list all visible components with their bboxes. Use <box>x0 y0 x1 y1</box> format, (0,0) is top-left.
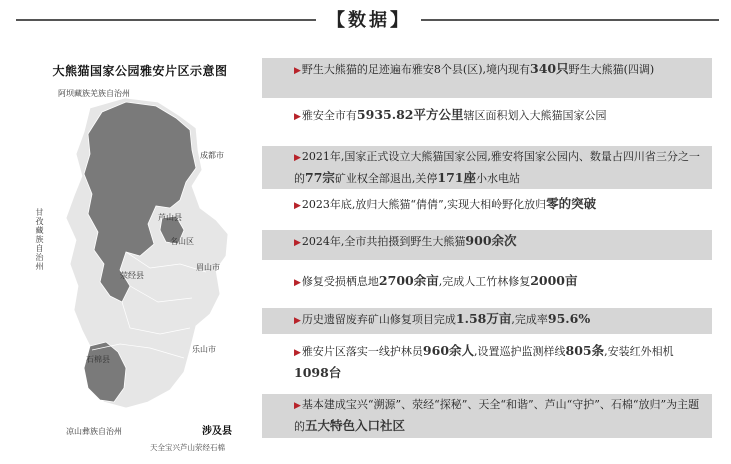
bullet-triangle-icon: ▶ <box>294 66 301 76</box>
label-east-city: 成都市 <box>200 151 224 160</box>
fact-text: 2023年底,放归大熊猫“倩倩”,实现大相岭野化放归 <box>301 198 547 211</box>
fact-text: 小水电站 <box>476 172 520 185</box>
label-south: 凉山彝族自治州 <box>66 427 122 436</box>
fact-text: 雅安片区落实一线护林员 <box>301 345 423 358</box>
bullet-triangle-icon: ▶ <box>294 238 301 248</box>
fact-text: 野生大熊猫(四调) <box>568 63 655 76</box>
fact-highlight: 2700余亩 <box>378 273 439 288</box>
fact-highlight: 五大特色入口社区 <box>305 418 406 433</box>
label-west: 甘孜藏族自治州 <box>35 208 44 271</box>
fact-highlight: 340只 <box>530 61 569 76</box>
header-rule-right <box>421 19 719 21</box>
fact-item <box>262 340 712 384</box>
fact-text: 2024年,全市共拍摄到野生大熊猫 <box>301 235 466 248</box>
fact-highlight: 零的突破 <box>546 196 597 211</box>
label-mingshan: 名山区 <box>170 237 194 246</box>
fact-text: 雅安全市有 <box>301 109 357 122</box>
map-title: 大熊猫国家公园雅安片区示意图 <box>52 64 228 78</box>
fact-item <box>262 394 712 438</box>
fact-item <box>262 104 712 140</box>
label-north: 阿坝藏族羌族自治州 <box>58 89 130 98</box>
fact-item <box>262 146 712 189</box>
fact-highlight: 95.6% <box>547 311 591 326</box>
fact-text: ,安装红外相机 <box>604 345 674 358</box>
label-meishan: 眉山市 <box>196 263 220 272</box>
fact-highlight: 77宗 <box>305 170 335 185</box>
fact-text: ,完成率 <box>511 313 548 326</box>
fact-text: ,设置巡护监测样线 <box>474 345 566 358</box>
fact-text: 矿业权全部退出,关停 <box>334 172 438 185</box>
fact-text: 历史遗留废弃矿山修复项目完成 <box>301 313 456 326</box>
label-county: 涉及县 <box>202 426 232 437</box>
fact-text: 修复受损栖息地 <box>301 275 379 288</box>
fact-text: 2021年,国家正式设立大熊猫国家公园,雅安将国家公园内、数量占四川省三分之一的 <box>294 150 700 185</box>
bullet-triangle-icon: ▶ <box>294 201 301 211</box>
fact-item <box>262 308 712 334</box>
map-credit: 天全宝兴芦山荥经石棉 <box>150 443 225 452</box>
fact-highlight: 1098台 <box>294 365 342 380</box>
bullet-triangle-icon: ▶ <box>294 401 301 411</box>
header-rule-left <box>16 19 316 21</box>
bullet-triangle-icon: ▶ <box>294 153 301 163</box>
fact-highlight: 1.58万亩 <box>455 311 512 326</box>
label-lushan: 芦山县 <box>158 213 182 222</box>
fact-highlight: 171座 <box>437 170 476 185</box>
bullet-triangle-icon: ▶ <box>294 348 301 358</box>
label-leshan: 乐山市 <box>192 345 216 354</box>
fact-text: 基本建成宝兴“溯源”、荥经“探秘”、天全“和谐”、芦山“守护”、石棉“放归”为主题的 <box>294 398 700 433</box>
bullet-triangle-icon: ▶ <box>294 316 301 326</box>
fact-highlight: 5935.82平方公里 <box>356 107 464 122</box>
label-shimian: 石棉县 <box>86 355 110 364</box>
fact-highlight: 900余次 <box>465 233 517 248</box>
fact-highlight: 805条 <box>565 343 605 358</box>
fact-text: 辖区面积划入大熊猫国家公园 <box>463 109 607 122</box>
label-yingjing: 荥经县 <box>120 271 144 280</box>
fact-item <box>262 58 712 98</box>
fact-item <box>262 193 712 223</box>
fact-item <box>262 230 712 260</box>
section-title: 【数据】 <box>327 10 411 31</box>
fact-highlight: 2000亩 <box>530 273 578 288</box>
fact-text: ,完成人工竹林修复 <box>438 275 531 288</box>
bullet-triangle-icon: ▶ <box>294 278 301 288</box>
park-map <box>30 58 250 458</box>
fact-highlight: 960余人 <box>422 343 475 358</box>
map-graphic <box>30 58 250 458</box>
fact-item <box>262 270 712 300</box>
bullet-triangle-icon: ▶ <box>294 112 301 122</box>
fact-text: 野生大熊猫的足迹遍布雅安8个县(区),境内现有 <box>301 63 530 76</box>
